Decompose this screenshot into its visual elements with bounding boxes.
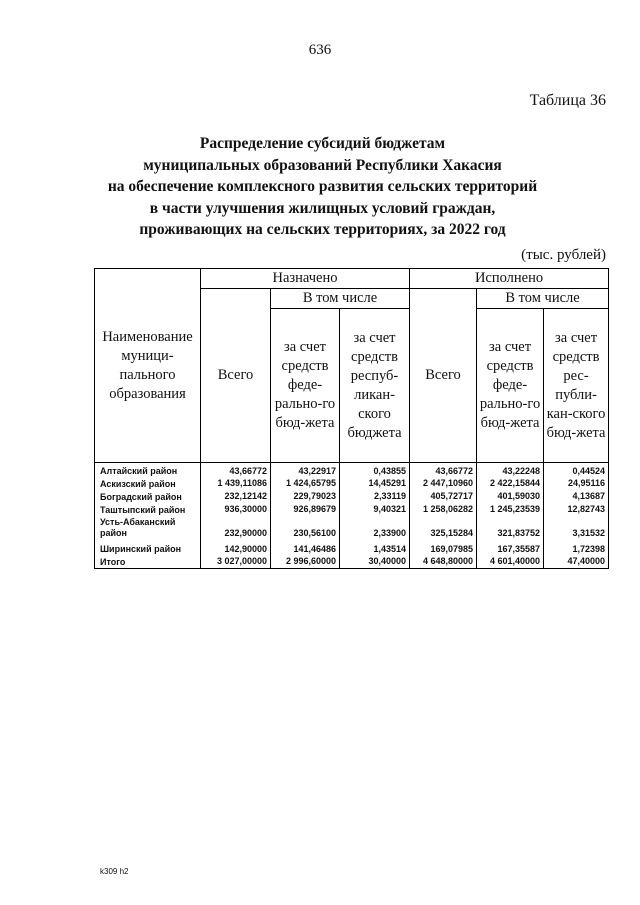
assigned-federal: 1 424,65795: [271, 477, 340, 490]
assigned-republic: 2,33119: [340, 490, 410, 503]
table-row: [95, 463, 609, 478]
row-name: Алтайский район: [95, 463, 201, 478]
assigned-total: 43,66772: [201, 463, 271, 478]
executed-republic: 12,82743: [544, 503, 609, 516]
assigned-republic: 2,33900: [340, 516, 410, 539]
title-line: Распределение субсидий бюджетам: [199, 135, 446, 152]
assigned-federal: 141,46486: [271, 539, 340, 555]
header-assigned-republic: за счет средств респуб-ликан-ского бюджета: [340, 309, 410, 463]
table-row: [95, 539, 609, 555]
units-note: (тыс. рублей): [521, 247, 606, 263]
assigned-republic: 14,45291: [340, 477, 410, 490]
assigned-total: 232,90000: [201, 516, 271, 539]
assigned-federal: 926,89679: [271, 503, 340, 516]
header-name: Наименование муници-пального образования: [95, 269, 201, 463]
row-name: Ширинский район: [95, 539, 201, 555]
executed-federal: 167,35587: [477, 539, 544, 555]
assigned-federal: 43,22917: [271, 463, 340, 478]
executed-total: 43,66772: [410, 463, 477, 478]
header-assigned: Назначено: [201, 269, 410, 289]
header-executed-total: Всего: [410, 289, 477, 463]
assigned-total: 936,30000: [201, 503, 271, 516]
header-executed-federal: за счет средств феде-рально-го бюд-жета: [477, 309, 544, 463]
title-line: муниципальных образований Республики Хакасия: [143, 156, 502, 174]
page-number: 636: [308, 42, 332, 58]
assigned-republic: 9,40321: [340, 503, 410, 516]
row-name: Таштыпский район: [95, 503, 201, 516]
row-name: Аскизский район: [95, 477, 201, 490]
header-executed-including: В том числе: [477, 289, 609, 309]
table-row: [95, 516, 609, 539]
executed-federal: 321,83752: [477, 516, 544, 539]
executed-republic: 24,95116: [544, 477, 609, 490]
header-executed: Исполнено: [410, 269, 609, 289]
row-name: Боградский район: [95, 490, 201, 503]
header-assigned-total: Всего: [201, 289, 271, 463]
executed-total: 405,72717: [410, 490, 477, 503]
executed-federal: 4 601,40000: [477, 555, 544, 569]
executed-republic: 4,13687: [544, 490, 609, 503]
header-assigned-federal: за счет средств феде-рально-го бюд-жета: [271, 309, 340, 463]
assigned-total: 3 027,00000: [201, 555, 271, 569]
executed-republic: 1,72398: [544, 539, 609, 555]
assigned-republic: 0,43855: [340, 463, 410, 478]
header-assigned-including: В том числе: [271, 289, 410, 309]
assigned-total: 1 439,11086: [201, 477, 271, 490]
executed-federal: 43,22248: [477, 463, 544, 478]
assigned-total: 142,90000: [201, 539, 271, 555]
assigned-republic: 1,43514: [340, 539, 410, 555]
row-name: Итого: [95, 555, 201, 569]
executed-total: 2 447,10960: [410, 477, 477, 490]
executed-republic: 0,44524: [544, 463, 609, 478]
table-row-total: [95, 555, 609, 569]
table-label: Таблица 36: [529, 92, 606, 109]
table-row: [95, 477, 609, 490]
row-name: Усть-Абаканский район: [95, 516, 201, 539]
executed-republic: 3,31532: [544, 516, 609, 539]
assigned-republic: 30,40000: [340, 555, 410, 569]
table-title: [60, 133, 585, 241]
table-row: [95, 503, 609, 516]
assigned-federal: 229,79023: [271, 490, 340, 503]
executed-total: 4 648,80000: [410, 555, 477, 569]
assigned-total: 232,12142: [201, 490, 271, 503]
executed-federal: 1 245,23539: [477, 503, 544, 516]
assigned-federal: 2 996,60000: [271, 555, 340, 569]
executed-total: 325,15284: [410, 516, 477, 539]
executed-federal: 2 422,15844: [477, 477, 544, 490]
title-line: проживающих на сельских территориях, за 2022 год: [139, 221, 506, 238]
executed-total: 169,07985: [410, 539, 477, 555]
assigned-federal: 230,56100: [271, 516, 340, 539]
table-row: [95, 490, 609, 503]
executed-republic: 47,40000: [544, 555, 609, 569]
executed-federal: 401,59030: [477, 490, 544, 503]
title-line: на обеспечение комплексного развития сельских территорий: [107, 178, 538, 195]
header-executed-republic: за счет средств рес-публи-кан-ского бюд-жета: [544, 309, 609, 463]
footer-code: k309 h2: [100, 867, 129, 876]
subsidy-table: [94, 268, 609, 569]
title-line: в части улучшения жилищных условий граждан,: [149, 199, 496, 217]
executed-total: 1 258,06282: [410, 503, 477, 516]
